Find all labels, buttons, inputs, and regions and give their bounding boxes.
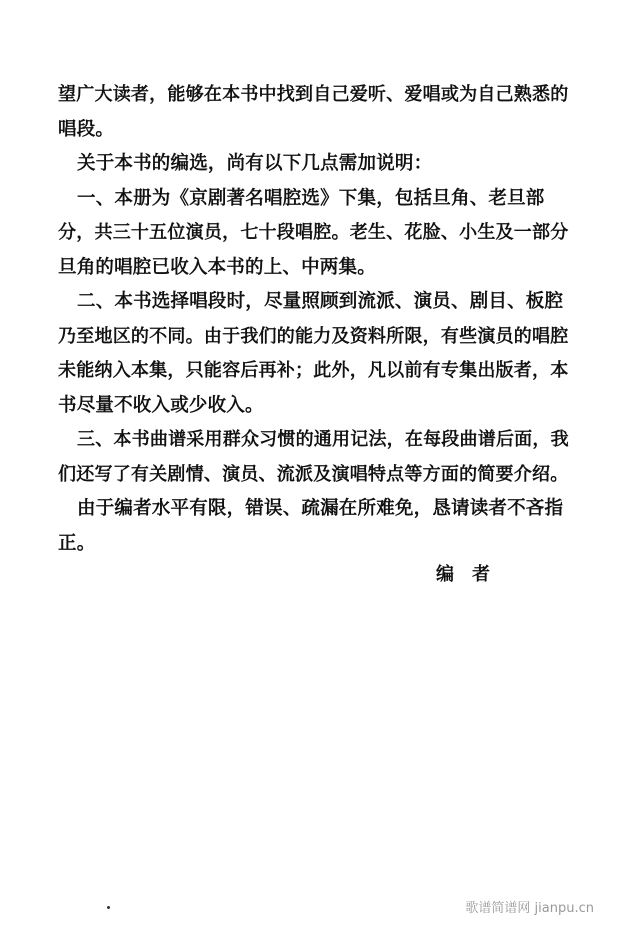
paragraph-closing [58, 492, 574, 561]
text-line: 望广大读者，能够在本书中找到自己爱听、爱唱或为自己熟悉的 [58, 84, 569, 105]
paragraph-point-one [58, 182, 574, 286]
text-line: 二、本书选择唱段时，尽量照顾到流派、演员、剧目、板腔 [77, 291, 564, 312]
site-watermark: 歌谱简谱网 jianpu.cn [465, 901, 594, 916]
text-line: 唱段。 [58, 118, 115, 140]
text-line: 们还写了有关剧情、演员、流派及演唱特点等方面的简要介绍。 [58, 463, 569, 485]
paragraph-point-three [58, 423, 574, 492]
scan-speck [107, 906, 110, 909]
text-line: 关于本书的编选，尚有以下几点需加说明： [77, 153, 433, 174]
paragraph-point-two [58, 285, 574, 423]
text-line: 乃至地区的不同。由于我们的能力及资料所限，有些演员的唱腔 [58, 325, 569, 347]
text-line: 三、本书曲谱采用群众习惯的通用记法，在每段曲谱后面，我 [77, 429, 569, 450]
text-line: 一、本册为《京剧著名唱腔选》下集，包括旦角、老旦部 [77, 187, 545, 209]
text-line: 分，共三十五位演员，七十段唱腔。老生、花脸、小生及一部分 [58, 222, 569, 243]
text-line: 由于编者水平有限，错误、疏漏在所难免，恳请读者不吝指 [77, 498, 564, 519]
body-text [58, 78, 574, 561]
text-line: 正。 [58, 532, 96, 554]
text-line: 书尽量不收入或少收入。 [58, 394, 264, 416]
text-line: 未能纳入本集，只能容后再补；此外，凡以前有专集出版者，本 [58, 360, 569, 381]
text-line: 旦角的唱腔已收入本书的上、中两集。 [58, 256, 376, 278]
paragraph-intro [58, 147, 574, 182]
editor-signature: 编者 [436, 564, 508, 585]
paragraph-continuation [58, 78, 574, 147]
